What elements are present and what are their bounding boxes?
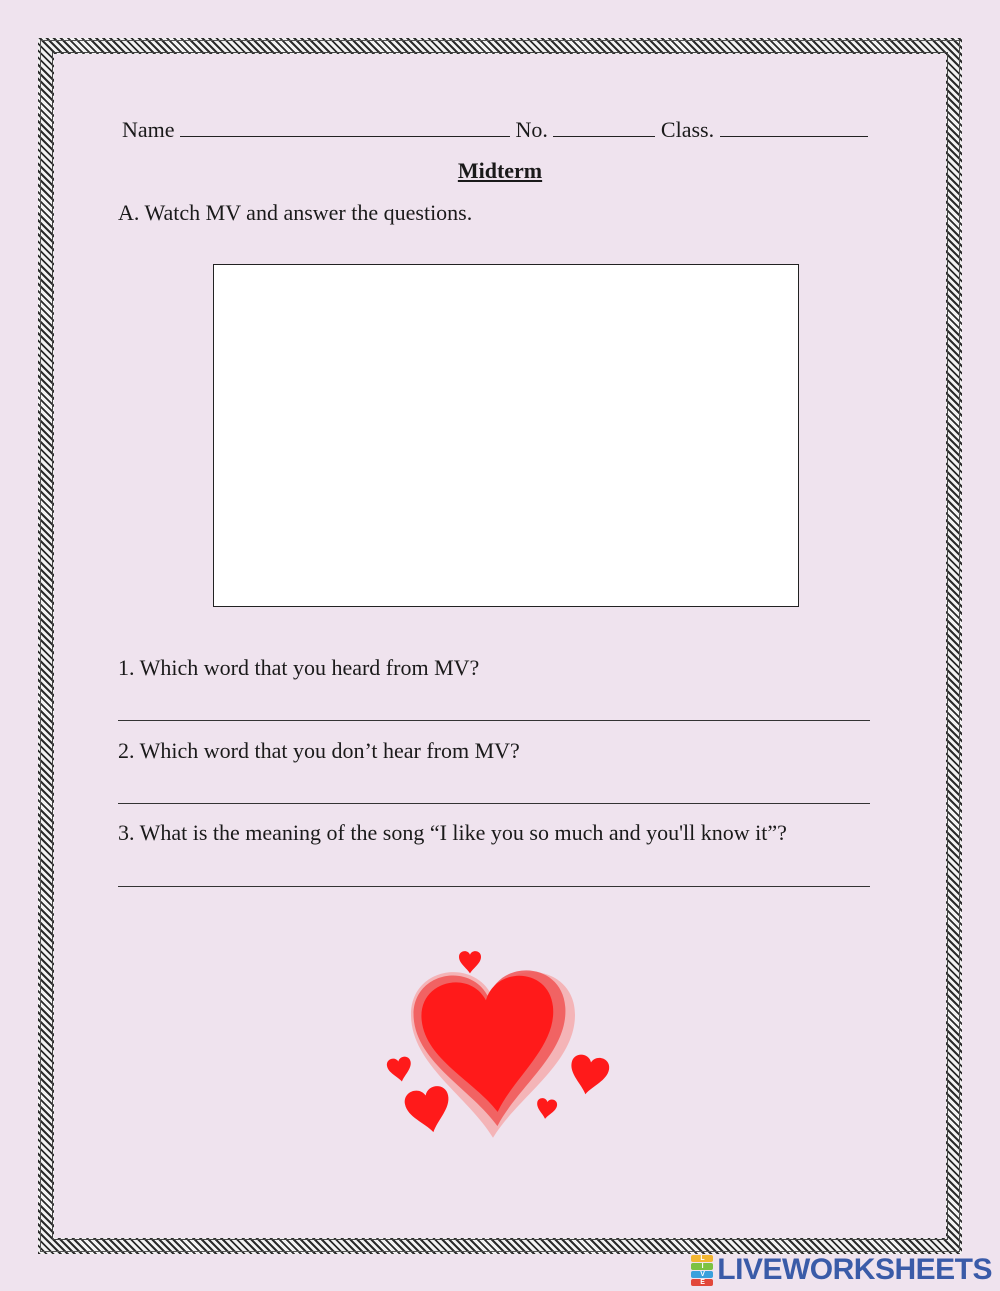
class-label: Class. — [660, 117, 715, 142]
brand-name: LIVEWORKSHEETS — [717, 1253, 992, 1286]
question-1: 1. Which word that you heard from MV? — [118, 655, 480, 680]
class-field[interactable] — [720, 116, 868, 137]
section-instruction: A. Watch MV and answer the questions. — [118, 200, 473, 225]
video-embed-area[interactable] — [213, 264, 799, 607]
answer-field-2[interactable] — [118, 803, 870, 804]
logo-tile-i: I — [691, 1263, 713, 1270]
small-heart-left — [386, 1056, 414, 1084]
student-info-header — [122, 116, 882, 143]
name-label: Name — [122, 117, 175, 142]
question-2: 2. Which word that you don’t hear from MV? — [118, 738, 520, 763]
answer-field-3[interactable] — [118, 886, 870, 887]
liveworksheets-brand — [691, 1253, 992, 1287]
small-heart-bottom-right — [535, 1097, 558, 1120]
logo-tile-v: V — [691, 1271, 713, 1278]
logo-tile-e: E — [691, 1279, 713, 1286]
small-heart-top — [459, 951, 481, 973]
name-field[interactable] — [180, 116, 510, 137]
question-3: 3. What is the meaning of the song “I like you so much and you'll know it”? — [118, 820, 787, 845]
number-label: No. — [515, 117, 548, 142]
number-field[interactable] — [553, 116, 655, 137]
logo-tile-l: L — [691, 1255, 713, 1262]
page-title: Midterm — [457, 158, 543, 183]
hearts-illustration — [380, 940, 620, 1140]
small-heart-right — [567, 1053, 611, 1097]
liveworksheets-logo-icon — [691, 1255, 713, 1285]
answer-field-1[interactable] — [118, 720, 870, 721]
small-heart-bottom-left — [403, 1084, 455, 1137]
